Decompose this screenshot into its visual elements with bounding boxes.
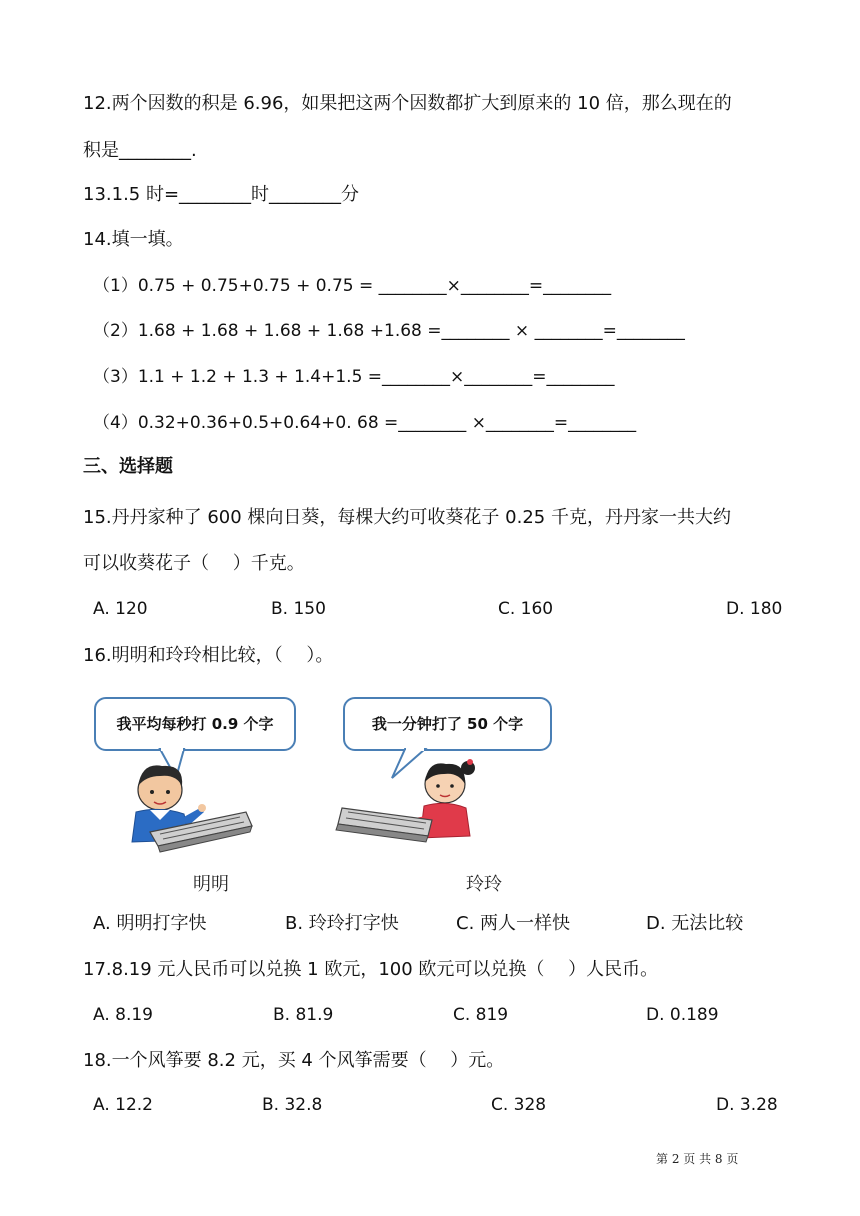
bubble-tail-right — [392, 749, 425, 778]
q16-text: 16.明明和玲玲相比较，（ ）。 — [83, 645, 334, 666]
page-footer: 第 2 页 共 8 页 — [656, 1152, 739, 1166]
keyboard-right-icon — [336, 808, 432, 842]
name-right: 玲玲 — [466, 874, 502, 895]
q18-option-b: B. 32.8 — [262, 1095, 323, 1115]
q16-option-d: D. 无法比较 — [646, 913, 744, 934]
q18-option-a: A. 12.2 — [93, 1095, 153, 1115]
q15-line2: 可以收葵花子（ ）千克。 — [83, 553, 305, 574]
q15-option-c: C. 160 — [498, 599, 554, 619]
q17-option-a: A. 8.19 — [93, 1005, 153, 1025]
q12-line1: 12.两个因数的积是 6.96，如果把这两个因数都扩大到原来的 10 倍，那么现在的 — [83, 93, 732, 114]
q18-option-d: D. 3.28 — [716, 1095, 778, 1115]
q18-option-c: C. 328 — [491, 1095, 547, 1115]
q14-title: 14.填一填。 — [83, 229, 184, 250]
q16-option-a: A. 明明打字快 — [93, 913, 207, 934]
name-left: 明明 — [193, 874, 229, 895]
q17-option-d: D. 0.189 — [646, 1005, 719, 1025]
q17-text: 17.8.19 元人民币可以兑换 1 欧元，100 欧元可以兑换（ ）人民币。 — [83, 959, 659, 980]
speech-bubble-left: 我平均每秒打 0.9 个字 — [94, 697, 296, 751]
q17-option-b: B. 81.9 — [273, 1005, 334, 1025]
q13-text: 13.1.5 时=________时________分 — [83, 184, 360, 205]
q15-option-b: B. 150 — [271, 599, 326, 619]
q14-item-2: （2）1.68 + 1.68 + 1.68 + 1.68 +1.68 =________ × ________=________ — [93, 321, 685, 341]
section-title: 三、选择题 — [83, 456, 173, 477]
q14-item-4: （4）0.32+0.36+0.5+0.64+0. 68 =________ ×________=________ — [93, 413, 637, 433]
q18-text: 18.一个风筝要 8.2 元，买 4 个风筝需要（ ）元。 — [83, 1050, 505, 1071]
q17-option-c: C. 819 — [453, 1005, 509, 1025]
q15-line1: 15.丹丹家种了 600 棵向日葵，每棵大约可收葵花子 0.25 千克，丹丹家一共大约 — [83, 507, 731, 528]
q16-option-c: C. 两人一样快 — [456, 913, 571, 934]
q15-option-a: A. 120 — [93, 599, 148, 619]
q14-item-1: （1）0.75 + 0.75+0.75 + 0.75 = ________×________=________ — [93, 276, 612, 296]
speech-bubble-right: 我一分钟打了 50 个字 — [343, 697, 552, 751]
q16-option-b: B. 玲玲打字快 — [285, 913, 399, 934]
q15-option-d: D. 180 — [726, 599, 783, 619]
q12-line2: 积是________. — [83, 140, 197, 161]
q14-item-3: （3）1.1 + 1.2 + 1.3 + 1.4+1.5 =________×________=________ — [93, 367, 615, 387]
